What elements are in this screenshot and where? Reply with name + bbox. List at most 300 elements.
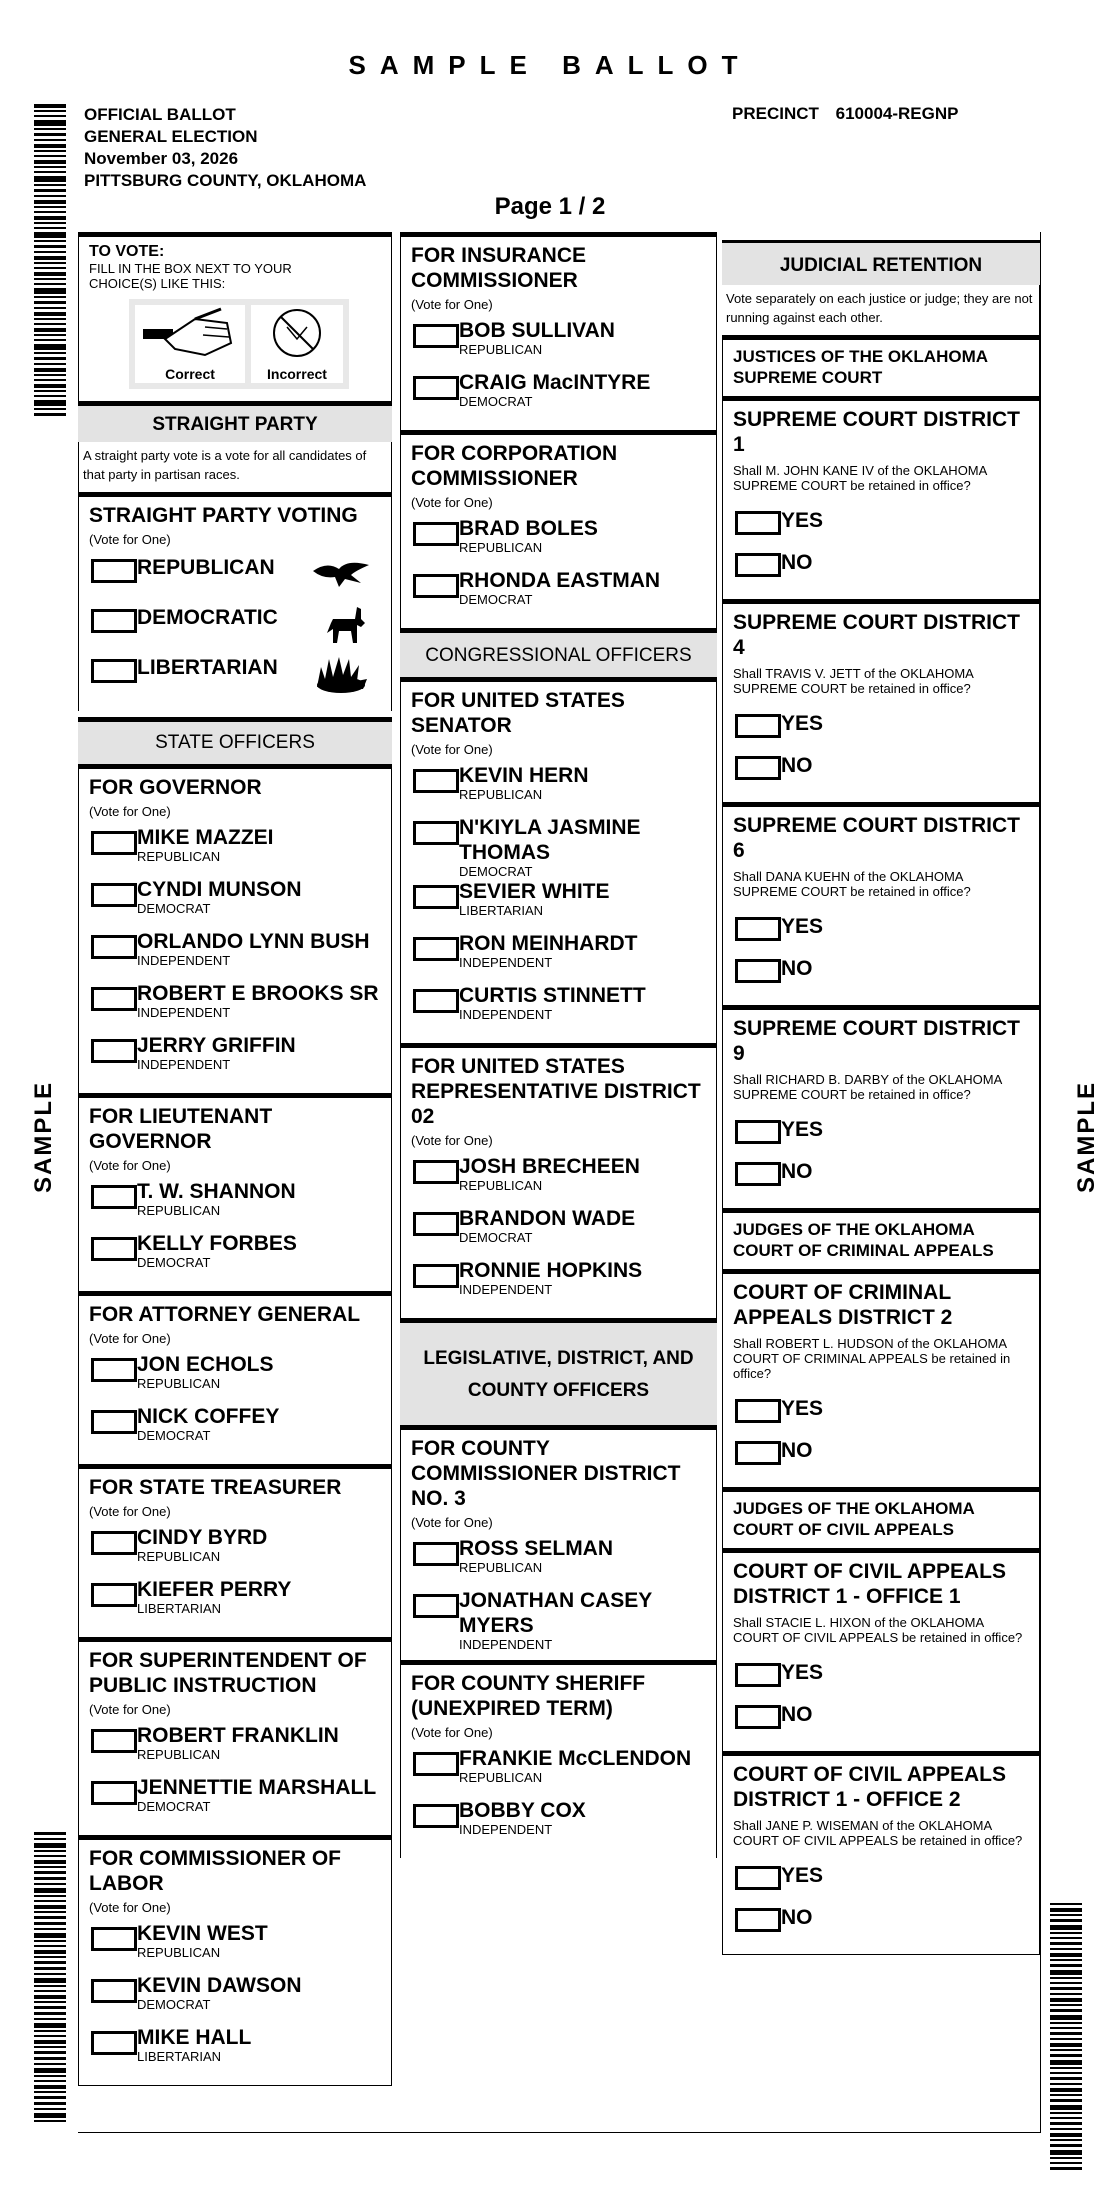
timing-bar: [34, 339, 66, 341]
vote-box[interactable]: [413, 989, 459, 1013]
timing-bar: [34, 301, 66, 304]
candidate-party: REPUBLICAN: [459, 1178, 543, 1193]
race-title: FOR UNITED STATES SENATOR: [411, 689, 625, 737]
candidate-party: REPUBLICAN: [459, 787, 543, 802]
porcupine-icon: [311, 653, 371, 695]
vote-box[interactable]: [735, 714, 781, 738]
candidate-name: CURTIS STINNETT: [459, 984, 646, 1007]
race-title: FOR LIEUTENANT GOVERNOR: [89, 1105, 273, 1153]
no-label: NO: [781, 754, 813, 777]
header-line: OFFICIAL BALLOT: [84, 105, 236, 124]
vote-box[interactable]: [91, 2031, 137, 2055]
vote-for-one: (Vote for One): [411, 1133, 493, 1148]
timing-bar: [1050, 1903, 1082, 1905]
timing-bar: [1050, 2004, 1082, 2006]
vote-box[interactable]: [91, 831, 137, 855]
vote-box[interactable]: [735, 1120, 781, 1144]
race-insurance-commissioner: [400, 232, 717, 430]
vote-box[interactable]: [91, 1927, 137, 1951]
candidate-option[interactable]: [411, 370, 706, 422]
candidate-name: JON ECHOLS: [137, 1353, 274, 1376]
timing-bar: [34, 184, 66, 186]
correct-example: [135, 305, 245, 383]
timing-bar: [34, 1900, 66, 1902]
vote-box[interactable]: [735, 959, 781, 983]
vote-box[interactable]: [91, 1583, 137, 1607]
vote-box[interactable]: [413, 937, 459, 961]
timing-bar: [34, 283, 66, 285]
ballot-column-2: [400, 232, 717, 1858]
timing-bar: [34, 2057, 66, 2060]
straight-party-race: [78, 492, 392, 711]
candidate-option[interactable]: [411, 1536, 706, 1588]
vote-for-one: (Vote for One): [411, 1725, 493, 1740]
timing-bar: [34, 2006, 66, 2009]
timing-bar: [1050, 2022, 1082, 2024]
race-governor: [78, 764, 392, 1093]
candidate-name: ROBERT FRANKLIN: [137, 1724, 339, 1747]
candidate-party: DEMOCRAT: [137, 1428, 211, 1443]
timing-bar: [1050, 2009, 1082, 2012]
candidate-name: KEVIN DAWSON: [137, 1974, 302, 1997]
candidate-name: ORLANDO LYNN BUSH: [137, 930, 370, 953]
candidate-option[interactable]: [411, 763, 706, 815]
timing-bar: [34, 155, 66, 157]
candidate-party: REPUBLICAN: [137, 1376, 221, 1391]
candidate-option[interactable]: [89, 825, 381, 877]
timing-bar: [1050, 2150, 1082, 2155]
timing-bar: [34, 1995, 66, 1999]
timing-bar: [1050, 2067, 1082, 2069]
candidate-name: FRANKIE McCLENDON: [459, 1747, 692, 1770]
candidate-party: DEMOCRAT: [137, 1255, 211, 1270]
race-commissioner-of-labor: [78, 1835, 392, 2086]
yes-label: YES: [781, 1661, 824, 1684]
vote-box[interactable]: [91, 1185, 137, 1209]
no-option[interactable]: [733, 1904, 1029, 1946]
timing-bar: [34, 1922, 66, 1925]
vote-box[interactable]: [413, 1212, 459, 1236]
vote-box[interactable]: [735, 756, 781, 780]
retention-supreme-1: [722, 396, 1040, 599]
timing-bar: [1050, 2112, 1082, 2114]
vote-for-one: (Vote for One): [411, 297, 493, 312]
timing-bar: [1050, 2117, 1082, 2119]
timing-bar: [34, 1843, 66, 1848]
vote-box[interactable]: [91, 1781, 137, 1805]
candidate-name: NICK COFFEY: [137, 1405, 280, 1428]
retention-question: Shall M. JOHN KANE IV of the OKLAHOMA SUPREME COURT be retained in office?: [733, 463, 987, 493]
timing-bar: [34, 2075, 66, 2077]
timing-bar: [34, 1961, 66, 1964]
vote-box[interactable]: [91, 1358, 137, 1382]
candidate-option[interactable]: [411, 1154, 706, 1206]
party-option[interactable]: [89, 553, 381, 603]
race-title: COURT OF CRIMINAL APPEALS DISTRICT 2: [733, 1281, 953, 1329]
candidate-party: DEMOCRAT: [137, 901, 211, 916]
race-title: FOR STATE TREASURER: [89, 1476, 342, 1499]
vote-box[interactable]: [735, 1663, 781, 1687]
candidate-option[interactable]: [89, 981, 381, 1033]
timing-bar: [34, 2051, 66, 2054]
candidate-name: JERRY GRIFFIN: [137, 1034, 296, 1057]
vote-box[interactable]: [91, 659, 137, 683]
timing-bar: [1050, 2105, 1082, 2110]
yes-option[interactable]: [733, 1862, 1029, 1904]
candidate-name: CINDY BYRD: [137, 1526, 268, 1549]
candidate-option[interactable]: [411, 815, 706, 879]
party-option[interactable]: [89, 603, 381, 653]
no-label: NO: [781, 1906, 813, 1929]
vote-box[interactable]: [735, 511, 781, 535]
yes-label: YES: [781, 1397, 824, 1420]
precinct-info: [732, 104, 958, 124]
candidate-option[interactable]: [89, 1723, 381, 1775]
vote-box[interactable]: [735, 1399, 781, 1423]
vote-box[interactable]: [413, 574, 459, 598]
timing-bar: [1050, 1953, 1082, 1957]
timing-bar: [34, 1877, 66, 1880]
timing-bar: [34, 363, 66, 365]
candidate-option[interactable]: [89, 1352, 381, 1404]
vote-box[interactable]: [413, 1160, 459, 1184]
timing-bar: [34, 2068, 66, 2073]
vote-box[interactable]: [735, 1866, 781, 1890]
timing-bar: [34, 128, 66, 130]
timing-bar: [1050, 2157, 1082, 2159]
marking-example: [129, 299, 349, 389]
vote-box[interactable]: [413, 769, 459, 793]
timing-bar: [34, 195, 66, 197]
timing-marks-bottom-left: [34, 1832, 66, 2125]
timing-bar: [34, 222, 66, 224]
vote-box[interactable]: [735, 1162, 781, 1186]
no-label: NO: [781, 1439, 813, 1462]
vote-for-one: (Vote for One): [89, 1900, 171, 1915]
header-line: GENERAL ELECTION: [84, 127, 258, 146]
candidate-option[interactable]: [411, 318, 706, 370]
timing-bar: [1050, 1948, 1082, 1950]
candidate-name: BRAD BOLES: [459, 517, 598, 540]
candidate-party: REPUBLICAN: [137, 849, 221, 864]
no-option[interactable]: [733, 752, 1029, 794]
judicial-retention-banner: [722, 240, 1040, 285]
vote-box[interactable]: [413, 376, 459, 400]
candidate-option[interactable]: [89, 2025, 381, 2077]
timing-bar: [34, 1832, 66, 1835]
timing-bar: [34, 1866, 66, 1868]
yes-option[interactable]: [733, 1395, 1029, 1437]
candidate-party: REPUBLICAN: [137, 1747, 221, 1762]
timing-bar: [34, 1956, 66, 1958]
candidate-option[interactable]: [89, 1973, 381, 2025]
straight-party-banner: [78, 401, 392, 442]
retention-question: Shall DANA KUEHN of the OKLAHOMA SUPREME COURT be retained in office?: [733, 869, 971, 899]
candidate-party: DEMOCRAT: [459, 864, 533, 879]
candidate-party: REPUBLICAN: [137, 1549, 221, 1564]
timing-bar: [34, 2063, 66, 2065]
race-title: SUPREME COURT DISTRICT 1: [733, 408, 1021, 456]
candidate-option[interactable]: [89, 929, 381, 981]
timing-bar: [34, 110, 66, 112]
state-officers-banner: [78, 717, 392, 764]
timing-bar: [34, 2113, 66, 2118]
candidate-option[interactable]: [89, 1033, 381, 1085]
race-state-treasurer: [78, 1464, 392, 1637]
candidate-option[interactable]: [411, 931, 706, 983]
vote-for-one: (Vote for One): [411, 1515, 493, 1530]
vote-box[interactable]: [413, 1752, 459, 1776]
no-option[interactable]: [733, 549, 1029, 591]
vote-for-one: (Vote for One): [89, 1702, 171, 1717]
candidate-party: INDEPENDENT: [137, 953, 231, 968]
race-title: FOR COMMISSIONER OF LABOR: [89, 1847, 341, 1895]
no-option[interactable]: [733, 1701, 1029, 1743]
timing-bar: [34, 160, 66, 164]
timing-bar: [34, 408, 66, 410]
sample-watermark-right: SAMPLE: [1073, 1080, 1100, 1194]
candidate-name: N'KIYLA JASMINE THOMAS: [459, 816, 641, 864]
candidate-party: LIBERTARIAN: [459, 903, 544, 918]
candidate-name: MIKE MAZZEI: [137, 826, 274, 849]
timing-bar: [1050, 2077, 1082, 2080]
vote-box[interactable]: [91, 1039, 137, 1063]
candidate-party: INDEPENDENT: [459, 1822, 553, 1837]
instructions-title: TO VOTE:: [89, 243, 165, 260]
candidate-name: CRAIG MacINTYRE: [459, 371, 651, 394]
timing-bar: [34, 150, 66, 152]
timing-bar: [34, 227, 66, 229]
candidate-party: DEMOCRAT: [459, 394, 533, 409]
timing-bar: [34, 1940, 66, 1942]
no-option[interactable]: [733, 1437, 1029, 1479]
timing-bar: [1050, 2128, 1082, 2130]
no-symbol-icon: [251, 305, 343, 361]
candidate-party: LIBERTARIAN: [137, 1601, 222, 1616]
race-title: FOR GOVERNOR: [89, 776, 262, 799]
vote-box[interactable]: [413, 1264, 459, 1288]
timing-bar: [1050, 1932, 1082, 1934]
timing-bar: [34, 288, 66, 294]
candidate-name: T. W. SHANNON: [137, 1180, 296, 1203]
timing-bar: [34, 1871, 66, 1874]
timing-bar: [34, 171, 66, 173]
candidate-option[interactable]: [89, 1525, 381, 1577]
section-label: JUDGES OF THE OKLAHOMA COURT OF CIVIL APPEALS: [733, 1499, 975, 1539]
candidate-option[interactable]: [411, 879, 706, 931]
timing-bar: [34, 1895, 66, 1897]
vote-box[interactable]: [91, 987, 137, 1011]
candidate-option[interactable]: [411, 983, 706, 1035]
candidate-option[interactable]: [89, 877, 381, 929]
vote-box[interactable]: [413, 821, 459, 845]
vote-box[interactable]: [413, 522, 459, 546]
timing-bar: [1050, 1942, 1082, 1945]
vote-box[interactable]: [413, 324, 459, 348]
timing-bar: [34, 104, 66, 108]
timing-bar: [34, 395, 66, 397]
party-option[interactable]: [89, 653, 381, 703]
timing-bar: [1050, 1937, 1082, 1939]
timing-bar: [34, 1985, 66, 1987]
legislative-officers-banner: [400, 1318, 717, 1425]
precinct-value: 610004-REGNP: [835, 104, 959, 123]
race-lieutenant-governor: [78, 1093, 392, 1291]
vote-box[interactable]: [91, 1531, 137, 1555]
vote-box[interactable]: [91, 559, 137, 583]
race-attorney-general: [78, 1291, 392, 1464]
donkey-icon: [311, 603, 371, 645]
yes-option[interactable]: [733, 1116, 1029, 1158]
timing-bar: [34, 1973, 66, 1975]
timing-bar: [34, 1850, 66, 1852]
candidate-option[interactable]: [89, 1775, 381, 1827]
retention-civil-2: [722, 1751, 1040, 1955]
race-title: FOR COUNTY SHERIFF (UNEXPIRED TERM): [411, 1672, 646, 1720]
timing-bar: [34, 390, 66, 392]
timing-bar: [34, 2108, 66, 2110]
yes-option[interactable]: [733, 1659, 1029, 1701]
candidate-option[interactable]: [411, 568, 706, 620]
timing-bar: [34, 1905, 66, 1909]
timing-bar: [34, 2012, 66, 2015]
yes-option[interactable]: [733, 913, 1029, 955]
timing-bar: [34, 256, 66, 260]
race-title: FOR SUPERINTENDENT OF PUBLIC INSTRUCTION: [89, 1649, 367, 1697]
candidate-option[interactable]: [89, 1231, 381, 1283]
vote-box[interactable]: [735, 553, 781, 577]
timing-bar: [1050, 2083, 1082, 2085]
candidate-name: ROBERT E BROOKS SR: [137, 982, 379, 1005]
timing-bar: [1050, 2144, 1082, 2147]
candidate-option[interactable]: [89, 1577, 381, 1629]
candidate-party: REPUBLICAN: [459, 1560, 543, 1575]
candidate-option[interactable]: [411, 1258, 706, 1310]
vote-box[interactable]: [735, 917, 781, 941]
timing-bar: [34, 1860, 66, 1864]
timing-bar: [34, 307, 66, 309]
candidate-party: REPUBLICAN: [459, 342, 543, 357]
timing-bar: [1050, 2133, 1082, 2137]
timing-bar: [34, 334, 66, 336]
vote-box[interactable]: [735, 1705, 781, 1729]
candidate-name: JENNETTIE MARSHALL: [137, 1776, 377, 1799]
timing-bar: [34, 1945, 66, 1947]
timing-bar: [34, 251, 66, 253]
vote-box[interactable]: [413, 1804, 459, 1828]
candidate-party: INDEPENDENT: [459, 1637, 553, 1652]
vote-for-one: (Vote for One): [89, 1331, 171, 1346]
vote-box[interactable]: [91, 1410, 137, 1434]
vote-box[interactable]: [91, 883, 137, 907]
timing-bar: [1050, 2072, 1082, 2074]
candidate-option[interactable]: [89, 1404, 381, 1456]
race-title: FOR INSURANCE COMMISSIONER: [411, 244, 587, 292]
vote-box[interactable]: [413, 1542, 459, 1566]
timing-bar: [34, 2030, 66, 2032]
candidate-option[interactable]: [411, 1206, 706, 1258]
party-name: REPUBLICAN: [137, 556, 275, 579]
timing-bar: [1050, 2099, 1082, 2102]
ballot-title: SAMPLE BALLOT: [348, 50, 752, 80]
timing-bar: [1050, 2167, 1082, 2170]
yes-label: YES: [781, 509, 824, 532]
yes-label: YES: [781, 915, 824, 938]
candidate-option[interactable]: [411, 1746, 706, 1798]
timing-marks-bottom-right: [1050, 1903, 1082, 2173]
retention-question: Shall RICHARD B. DARBY of the OKLAHOMA SUPREME COURT be retained in office?: [733, 1072, 1002, 1102]
instructions-box: [78, 232, 392, 401]
ballot-column-1: [78, 232, 392, 2086]
candidate-name: BOBBY COX: [459, 1799, 586, 1822]
timing-bar: [1050, 2043, 1082, 2047]
yes-option[interactable]: [733, 710, 1029, 752]
party-name: DEMOCRATIC: [137, 606, 278, 629]
candidate-name: JONATHAN CASEY MYERS: [459, 1589, 652, 1637]
no-option[interactable]: [733, 955, 1029, 997]
incorrect-label: Incorrect: [267, 366, 327, 382]
timing-bar: [34, 200, 66, 204]
timing-bar: [1050, 2122, 1082, 2125]
timing-bar: [34, 240, 66, 242]
timing-bar: [1050, 1998, 1082, 2002]
timing-bar: [34, 2023, 66, 2028]
vote-box[interactable]: [413, 885, 459, 909]
timing-bar: [34, 296, 66, 298]
timing-bar: [34, 344, 66, 350]
vote-box[interactable]: [735, 1908, 781, 1932]
timing-bar: [34, 115, 66, 117]
vote-for-one: (Vote for One): [89, 1158, 171, 1173]
timing-bar: [34, 2085, 66, 2089]
timing-bar: [34, 1916, 66, 1919]
vote-box[interactable]: [91, 1237, 137, 1261]
candidate-name: ROSS SELMAN: [459, 1537, 614, 1560]
candidate-option[interactable]: [411, 1798, 706, 1850]
no-option[interactable]: [733, 1158, 1029, 1200]
timing-bar: [1050, 2038, 1082, 2040]
race-title: STRAIGHT PARTY VOTING: [89, 504, 358, 527]
timing-bar: [34, 328, 66, 332]
criminal-appeals-label: [722, 1208, 1040, 1269]
timing-bar: [1050, 1982, 1082, 1984]
timing-bar: [34, 312, 66, 316]
timing-bar: [34, 2018, 66, 2020]
candidate-name: BOB SULLIVAN: [459, 319, 615, 342]
vote-for-one: (Vote for One): [89, 804, 171, 819]
vote-box[interactable]: [413, 1594, 459, 1618]
vote-box[interactable]: [91, 1729, 137, 1753]
candidate-option[interactable]: [89, 1921, 381, 1973]
vote-box[interactable]: [91, 1979, 137, 2003]
candidate-option[interactable]: [411, 1588, 706, 1652]
timing-bar: [1050, 1919, 1082, 1922]
vote-box[interactable]: [91, 935, 137, 959]
candidate-option[interactable]: [89, 1179, 381, 1231]
timing-bar: [34, 120, 66, 126]
yes-option[interactable]: [733, 507, 1029, 549]
retention-civil-1: [722, 1548, 1040, 1751]
vote-box[interactable]: [735, 1441, 781, 1465]
candidate-name: KEVIN HERN: [459, 764, 589, 787]
vote-box[interactable]: [91, 609, 137, 633]
candidate-party: DEMOCRAT: [459, 1230, 533, 1245]
timing-bar: [1050, 1987, 1082, 1990]
timing-bar: [1050, 1993, 1082, 1995]
timing-bar: [34, 189, 66, 192]
candidate-party: REPUBLICAN: [137, 1945, 221, 1960]
candidate-option[interactable]: [411, 516, 706, 568]
